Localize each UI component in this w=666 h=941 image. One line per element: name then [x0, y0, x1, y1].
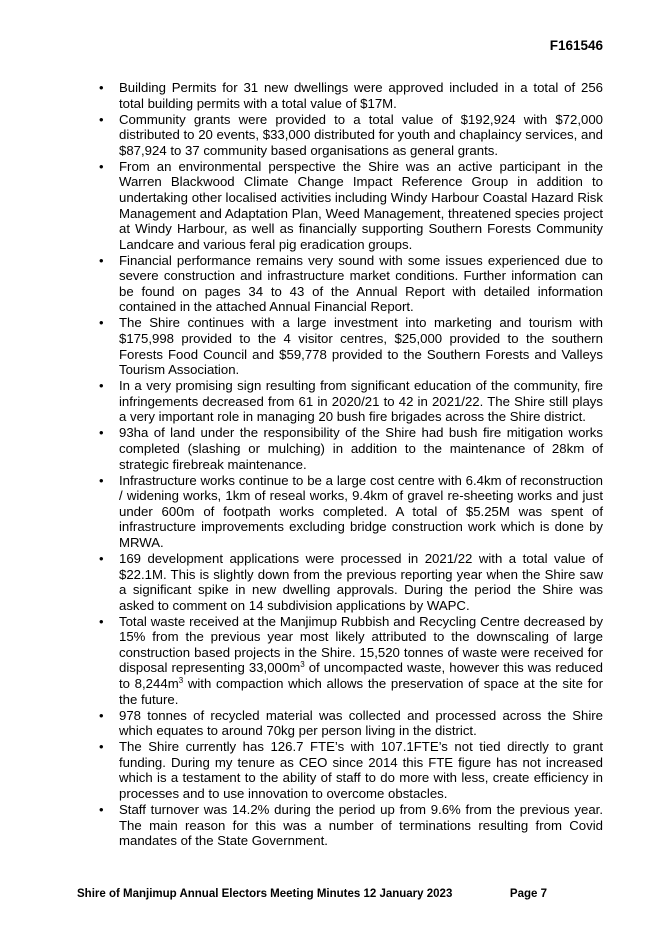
- bullet-total-waste: [95, 614, 603, 708]
- bullet-recycled-material: • 978 tonnes of recycled material was collected and processed across the Shire which equates to around 70kg per person living in the district.: [95, 708, 603, 739]
- bullet-fire-infringements: • In a very promising sign resulting from significant education of the community, fire infringements decreased from 61 in 2020/21 to 42 in 2021/22. The Shire still plays a very important role in managing 20 bush fire brigades across the Shire district.: [95, 378, 603, 425]
- superscript-cubed: 3: [178, 676, 184, 686]
- bullet-environment: • From an environmental perspective the Shire was an active participant in the Warren Blackwood Climate Change Impact Reference Group in addition to undertaking other localised activities including Windy Harbour Coastal Hazard Risk Management and Adaptation Plan, Weed Management, threatened species project at Windy Harbour, as well as financially supporting Southern Forests Community Landcare and various feral pig eradication groups.: [95, 159, 603, 253]
- footer-title: Shire of Manjimup Annual Electors Meeting Minutes 12 January 2023: [77, 888, 453, 900]
- bullet-community-grants: • Community grants were provided to a total value of $192,924 with $72,000 distributed to 20 events, $33,000 distributed for youth and chaplaincy services, and $87,924 to 37 community based organisations as general grants.: [95, 112, 603, 159]
- bullet-bush-fire-mitigation: • 93ha of land under the responsibility of the Shire had bush fire mitigation works completed (slashing or mulching) in addition to the maintenance of 28km of strategic firebreak maintenance.: [95, 425, 603, 472]
- page-footer: [77, 888, 547, 900]
- waste-text-1: Total waste received at the Manjimup Rubbish and Recycling Centre decreased by 15% from the previous year most likely attributed to the downscaling of large construction based projects in the Shire. 15,520 tonnes of waste were received for disposal representing 33,000m: [119, 613, 603, 676]
- superscript-cubed: 3: [300, 660, 305, 670]
- waste-text-2: of uncompacted waste, however this was reduced to 8,244m: [119, 660, 603, 692]
- bullet-development-applications: • 169 development applications were processed in 2021/22 with a total value of $22.1M. This is slightly down from the previous reporting year when the Shire saw a significant spike in new dwelling approvals. During the period the Shire was asked to comment on 14 subdivision applications by WAPC.: [95, 551, 603, 613]
- bullet-financial-performance: • Financial performance remains very sound with some issues experienced due to severe construction and infrastructure market conditions. Further information can be found on pages 34 to 43 of the Annual Report with detailed information contained in the attached Annual Financial Report.: [95, 253, 603, 315]
- document-id: F161546: [549, 38, 603, 53]
- bullet-building-permits: • Building Permits for 31 new dwellings were approved included in a total of 256 total building permits with a total value of $17M.: [95, 80, 603, 111]
- bullet-infrastructure-works: • Infrastructure works continue to be a large cost centre with 6.4km of reconstruction / widening works, 1km of reseal works, 9.4km of gravel re-sheeting works and just under 600m of footpath works completed. A total of $5.25M was spent of infrastructure improvements excluding bridge construction work which is done by MRWA.: [95, 473, 603, 551]
- waste-text-3: with compaction which allows the preservation of space at the site for the future.: [119, 676, 603, 707]
- page-number: Page 7: [509, 888, 547, 900]
- bullet-fte-staffing: • The Shire currently has 126.7 FTE’s with 107.1FTE’s not tied directly to grant funding. During my tenure as CEO since 2014 this FTE figure has not increased which is a testament to the ability of staff to do more with less, create efficiency in processes and to use innovation to overcome obstacles.: [95, 739, 603, 801]
- bullet-staff-turnover: • Staff turnover was 14.2% during the period up from 9.6% from the previous year. The main reason for this was a number of terminations resulting from Covid mandates of the State Government.: [95, 802, 603, 849]
- bullet-marketing-tourism: • The Shire continues with a large investment into marketing and tourism with $175,998 provided to the 4 visitor centres, $25,000 provided to the southern Forests Food Council and $59,778 provided to the Southern Forests and Valleys Tourism Association.: [95, 315, 603, 377]
- highlights-list: [95, 80, 603, 849]
